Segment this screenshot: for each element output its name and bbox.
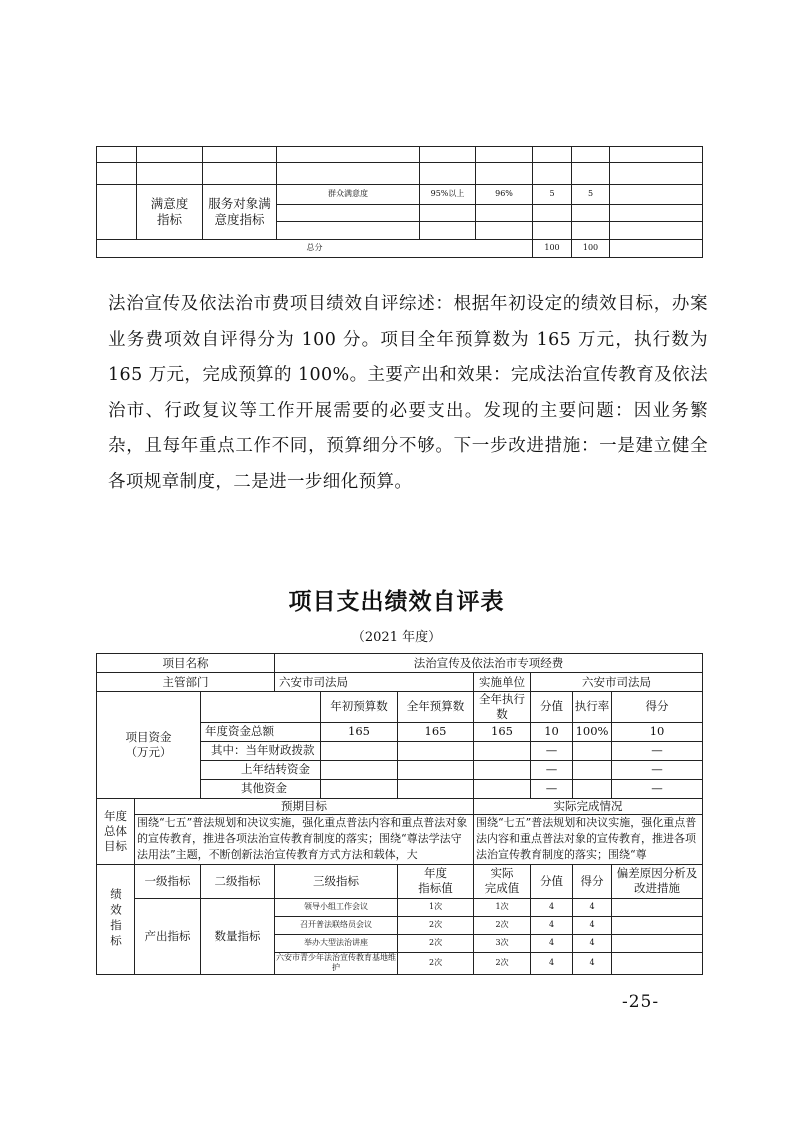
indicator-score-value: 4: [531, 916, 573, 934]
goal-side-label: 年度 总体 目标: [97, 798, 135, 864]
row-total-executed: 165: [474, 722, 531, 741]
fund-label: 项目资金 （万元）: [97, 692, 201, 799]
project-name-label: 项目名称: [97, 654, 275, 673]
indicator-actual: 3次: [474, 934, 531, 952]
indicator-target: 2次: [398, 934, 474, 952]
indicator-target: 1次: [398, 898, 474, 916]
indicator-name: 召开普法联络员会议: [275, 916, 398, 934]
crowd-satisfaction-metric: 群众满意度: [277, 185, 420, 205]
dept-label: 主管部门: [97, 673, 275, 692]
indicator-actual: 2次: [474, 952, 531, 974]
row-other-dash: —: [531, 779, 573, 798]
satisfaction-level2-cell: 服务对象满 意度指标: [203, 185, 277, 240]
indicator-target: 2次: [398, 916, 474, 934]
actual-text: 围绕“七五”普法规划和决议实施，强化重点普法内容和重点普法对象的宣传教育，推进各项法治宣传教育制度的落实；围绕“尊: [474, 814, 703, 864]
indicator-score: 4: [573, 916, 612, 934]
row-fiscal-label: 其中：当年财政拨款: [201, 741, 321, 760]
project-name: 法治宣传及依法治市专项经费: [275, 654, 703, 673]
form-year: （2021 年度）: [351, 630, 442, 645]
indicator-score-value: 4: [531, 934, 573, 952]
indicator-score-value: 4: [531, 898, 573, 916]
row-fiscal-dash2: —: [612, 741, 703, 760]
col-initial-budget: 年初预算数: [321, 692, 398, 723]
indicator-target: 2次: [398, 952, 474, 974]
row-carryover-label: 上年结转资金: [201, 760, 321, 779]
row-other-dash2: —: [612, 779, 703, 798]
output-label: 产出指标: [135, 898, 201, 974]
h-score-value: 分值: [531, 864, 573, 898]
row-carryover-dash2: —: [612, 760, 703, 779]
page-number: -25-: [622, 992, 660, 1012]
self-evaluation-form: [96, 653, 703, 975]
indicator-score: 4: [573, 898, 612, 916]
total-score-label: 总分: [97, 240, 533, 258]
impl-label: 实施单位: [474, 673, 531, 692]
h-level3: 三级指标: [275, 864, 398, 898]
row-total-annual: 165: [398, 722, 474, 741]
expected-goal-label: 预期目标: [135, 798, 474, 814]
indicator-side-cell: [97, 864, 135, 974]
col-exec-rate: 执行率: [573, 692, 612, 723]
total-score-value: 100: [533, 240, 572, 258]
total-score: 100: [572, 240, 610, 258]
row-total-rate: 100%: [573, 722, 612, 741]
row-fiscal-dash: —: [531, 741, 573, 760]
dept-value: 六安市司法局: [275, 673, 474, 692]
indicator-side-label: 绩效指标: [108, 888, 123, 951]
h-level1: 一级指标: [135, 864, 201, 898]
h-target: 年度 指标值: [398, 864, 474, 898]
indicator-actual: 1次: [474, 898, 531, 916]
crowd-target: 95%以上: [420, 185, 476, 205]
actual-label: 实际完成情况: [474, 798, 703, 814]
h-reason: 偏差原因分析及 改进措施: [612, 864, 703, 898]
summary-paragraph: 法治宣传及依法治市费项目绩效自评综述：根据年初设定的绩效目标，办案业务费项效自评得分为 100 分。项目全年预算数为 165 万元，执行数为 165 万元，完成预算的 100%。主要产出和效果：完成法治宣传教育及依法治市、行政复议等工作开展需要的必要支出。发现的主要问题：因业务繁杂，且每年重点工作不同，预算细分不够。下一步改进措施：一是建立健全各项规章制度，二是进一步细化预算。: [108, 294, 708, 492]
indicator-actual: 2次: [474, 916, 531, 934]
indicator-name: 举办大型法治讲座: [275, 934, 398, 952]
row-other-label: 其他资金: [201, 779, 321, 798]
row-carryover-dash: —: [531, 760, 573, 779]
crowd-score: 5: [572, 185, 610, 205]
col-score: 得分: [612, 692, 703, 723]
form-title: 项目支出绩效自评表: [288, 588, 505, 615]
crowd-actual: 96%: [476, 185, 533, 205]
impl-value: 六安市司法局: [531, 673, 703, 692]
row-total-initial: 165: [321, 722, 398, 741]
row-total-score: 10: [612, 722, 703, 741]
h-score: 得分: [573, 864, 612, 898]
indicator-score: 4: [573, 934, 612, 952]
row-total-score-value: 10: [531, 722, 573, 741]
h-level2: 二级指标: [201, 864, 275, 898]
expected-goal-text: 围绕“七五”普法规划和决议实施，强化重点普法内容和重点普法对象的宣传教育，推进各项法治宣传教育制度的落实；围绕“尊法学法守法用法”主题，不断创新法治宣传教育方式方法和载体，大: [135, 814, 474, 864]
col-annual-budget: 全年预算数: [398, 692, 474, 723]
indicator-score-value: 4: [531, 952, 573, 974]
indicator-name: 领导小组工作会议: [275, 898, 398, 916]
top-performance-table: [96, 146, 703, 258]
indicator-name: 六安市青少年法治宣传教育基地维护: [276, 952, 397, 973]
indicator-score: 4: [573, 952, 612, 974]
row-total-label: 年度资金总额: [201, 722, 321, 741]
crowd-score-value: 5: [533, 185, 572, 205]
col-score-value: 分值: [531, 692, 573, 723]
satisfaction-level1-cell: 满意度 指标: [137, 185, 203, 240]
quantity-label: 数量指标: [201, 898, 275, 974]
col-executed: 全年执行数: [474, 692, 531, 723]
h-actual: 实际 完成值: [474, 864, 531, 898]
